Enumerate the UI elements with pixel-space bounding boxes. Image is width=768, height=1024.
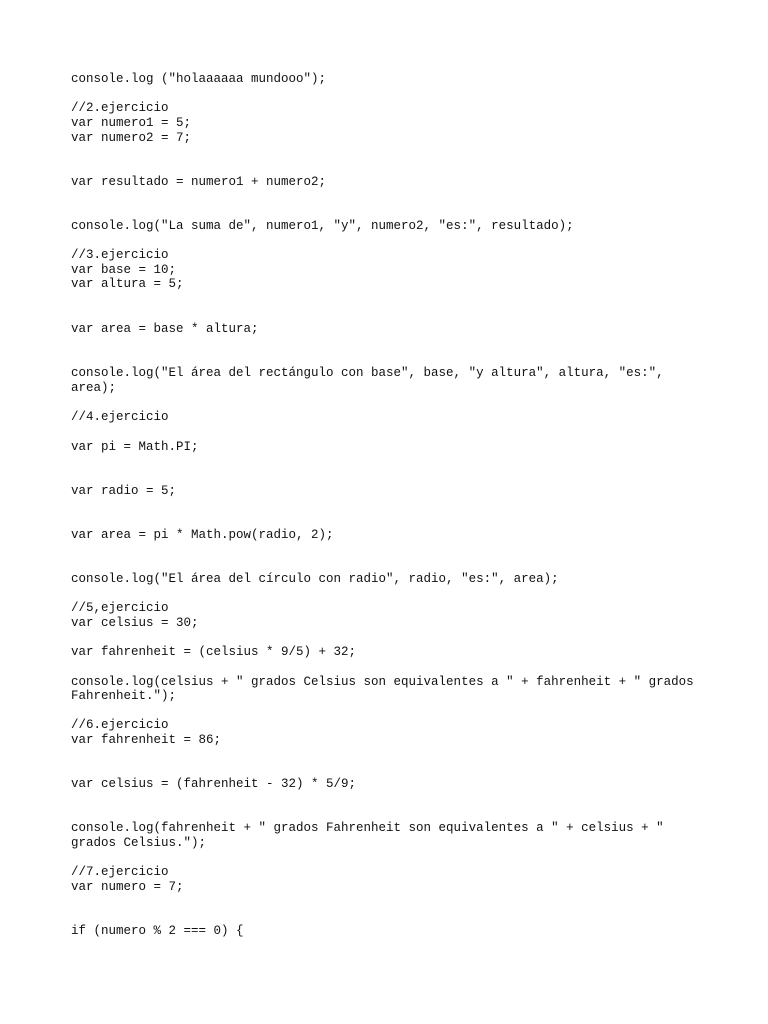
code-line: var altura = 5; xyxy=(71,277,184,291)
code-line: //4.ejercicio xyxy=(71,410,169,424)
code-line: var resultado = numero1 + numero2; xyxy=(71,175,327,189)
code-line: var fahrenheit = 86; xyxy=(71,733,222,747)
code-line: //5,ejercicio xyxy=(71,601,169,615)
code-line: console.log("El área del rectángulo con base", base, "y altura", altura, "es:", xyxy=(71,366,664,380)
code-line: var numero2 = 7; xyxy=(71,131,192,145)
code-line: console.log(celsius + " grados Celsius son equivalentes a " + fahrenheit + " grados xyxy=(71,675,694,689)
code-line: grados Celsius."); xyxy=(71,836,207,850)
code-line: var fahrenheit = (celsius * 9/5) + 32; xyxy=(71,645,357,659)
code-line: var base = 10; xyxy=(71,263,177,277)
code-line: console.log("La suma de", numero1, "y", numero2, "es:", resultado); xyxy=(71,219,574,233)
code-line: var celsius = (fahrenheit - 32) * 5/9; xyxy=(71,777,357,791)
code-line: console.log("El área del círculo con radio", radio, "es:", area); xyxy=(71,572,559,586)
code-line: var pi = Math.PI; xyxy=(71,440,199,454)
code-line: console.log(fahrenheit + " grados Fahrenheit son equivalentes a " + celsius + " xyxy=(71,821,664,835)
code-line: //2.ejercicio xyxy=(71,101,169,115)
code-line: var celsius = 30; xyxy=(71,616,199,630)
code-line: var numero1 = 5; xyxy=(71,116,192,130)
code-line: var area = pi * Math.pow(radio, 2); xyxy=(71,528,334,542)
code-line: var area = base * altura; xyxy=(71,322,259,336)
code-line: console.log ("holaaaaaa mundooo"); xyxy=(71,72,327,86)
code-line: var radio = 5; xyxy=(71,484,177,498)
code-line: //3.ejercicio xyxy=(71,248,169,262)
code-line: //6.ejercicio xyxy=(71,718,169,732)
code-line: //7.ejercicio xyxy=(71,865,169,879)
code-line: Fahrenheit."); xyxy=(71,689,177,703)
code-line: if (numero % 2 === 0) { xyxy=(71,924,244,938)
code-line: area); xyxy=(71,381,117,395)
code-line: var numero = 7; xyxy=(71,880,184,894)
